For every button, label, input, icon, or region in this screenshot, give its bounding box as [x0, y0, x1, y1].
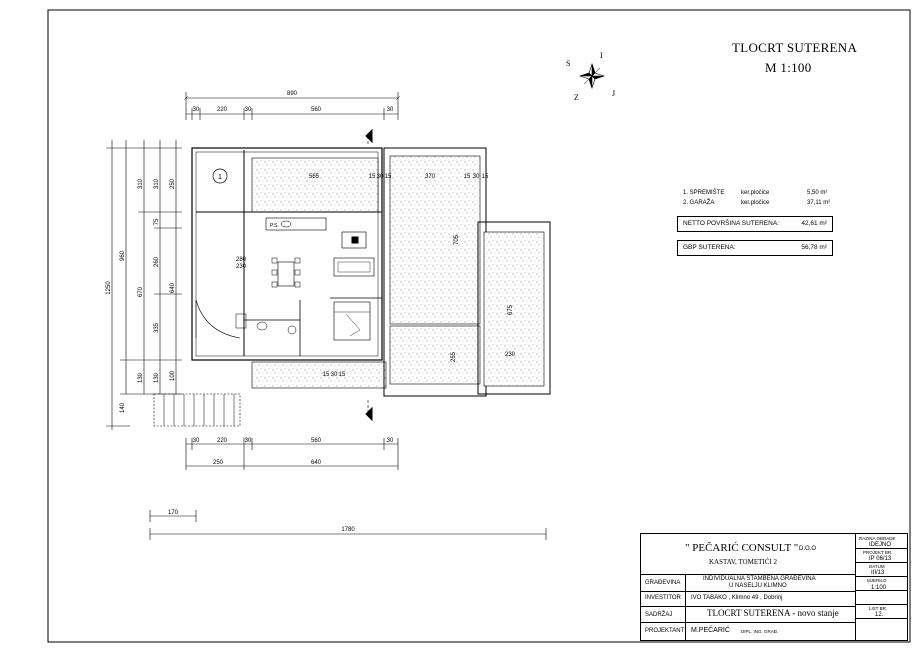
dim-left-c: 310	[154, 178, 160, 190]
legend-row	[683, 200, 714, 206]
dim-room: 15	[384, 174, 392, 180]
datum-label: DATUM	[869, 564, 885, 569]
dim-top-seg: 560	[310, 107, 322, 113]
legend-finish: ker.pločice	[741, 200, 770, 206]
garage-area	[390, 156, 480, 324]
dim-int: 15	[338, 372, 346, 378]
side-terrace	[484, 232, 544, 386]
drawing-scale: M 1:100	[765, 60, 812, 75]
dim-left-b: 130	[138, 372, 144, 384]
dim-left-c: 130	[154, 372, 160, 384]
razina-label: RAZINA OBRADE	[859, 536, 896, 541]
dim-int: 705	[454, 234, 460, 246]
dim-left-total: 1250	[106, 281, 112, 295]
legend-room-name: 2. GARAŽA	[683, 200, 715, 206]
netto-label: NETTO POVRŠINA SUTERENA:	[683, 220, 779, 227]
sadrzaj-label: SADRŽAJ	[645, 612, 673, 618]
dim-bottom-seg: 30	[192, 438, 200, 444]
netto-value: 42,61 m²	[801, 220, 827, 227]
dim-int: 15	[322, 372, 330, 378]
terrace-top	[252, 158, 378, 212]
dim-room: 15	[463, 174, 471, 180]
razina-value: IDEJNO	[869, 542, 892, 548]
dim-int: 280	[236, 257, 247, 263]
dim-left-d: 250	[170, 178, 176, 190]
dim-room: 30	[376, 174, 384, 180]
dim-bottom-c: 170	[167, 510, 179, 516]
dim-bottom-b: 640	[310, 460, 322, 466]
mjerilo-value: 1:100	[871, 585, 887, 591]
mjerilo-label: MJERILO	[867, 578, 887, 583]
compass-i: I	[600, 51, 603, 60]
projektant-value: M.PEČARIĆ	[691, 627, 730, 634]
projektant-label: PROJEKTANT	[645, 628, 685, 634]
legend-room-name: 1. SPREMIŠTE	[683, 190, 725, 196]
gbp-area-box	[677, 240, 833, 256]
dim-bottom-b: 250	[212, 460, 224, 466]
dim-room: 15	[368, 174, 376, 180]
list-value: 12.	[875, 612, 884, 618]
dim-room: 565	[308, 174, 320, 180]
dim-bottom-seg: 220	[216, 438, 228, 444]
dim-left-b: 310	[138, 178, 144, 190]
sadrzaj-value: TLOCRT SUTERENA - novo stanje	[707, 608, 839, 618]
firm-name: " PEČARIĆ CONSULT "	[685, 542, 799, 554]
dim-top-seg: 220	[216, 107, 228, 113]
firm-suffix: D.O.O	[799, 546, 817, 552]
title-block	[640, 533, 908, 641]
dim-bottom-seg: 560	[310, 438, 322, 444]
gradevina-value: INDIVIDUALNA STAMBENA GRAĐEVINA	[703, 576, 816, 582]
dim-top-seg: 30	[192, 107, 200, 113]
compass-z: Z	[574, 93, 579, 102]
dim-room: 30	[472, 174, 480, 180]
dim-top-seg: 30	[386, 107, 394, 113]
projekt-label: PROJEKT BR.	[863, 550, 893, 555]
dim-int: 255	[451, 351, 457, 363]
legend-row	[683, 190, 724, 196]
dim-left-e: 100	[170, 370, 176, 382]
dim-top-total: 890	[286, 91, 298, 97]
compass-rose-icon	[580, 64, 604, 88]
dim-bottom-total: 1780	[341, 527, 355, 533]
legend-finish: ker.pločice	[741, 190, 770, 196]
dim-top-seg: 30	[244, 107, 252, 113]
gradevina-label: GRAĐEVINA	[645, 580, 681, 586]
dim-bottom-seg: 30	[386, 438, 394, 444]
gbp-label: GBP SUTERENA:	[683, 244, 736, 251]
room-number: 1	[218, 174, 222, 181]
projekt-value: IP 06/13	[869, 556, 892, 562]
dim-left-d: 640	[170, 282, 176, 294]
dim-bottom-seg: 30	[244, 438, 252, 444]
dim-int: 230	[504, 352, 516, 358]
compass-j: J	[612, 89, 616, 98]
dim-left-c: 75	[154, 218, 160, 226]
dim-room: 15	[481, 174, 489, 180]
dim-left-b: 670	[138, 286, 144, 298]
dim-int: 230	[236, 264, 247, 270]
drawing-title: TLOCRT SUTERENA	[732, 40, 858, 55]
datum-value: III/13	[871, 570, 885, 576]
gbp-value: 56,78 m²	[801, 244, 827, 251]
investitor-value: IVO TABAKO , Klimno 49 , Dobrinj	[691, 595, 783, 601]
firm-address: KASTAV, TOMETIĆI 2	[709, 558, 777, 566]
projektant-title: DIPL. ING. GRAĐ.	[741, 629, 779, 634]
investitor-label: INVESTITOR	[645, 595, 681, 601]
dim-left-c: 335	[154, 322, 160, 334]
list-label: LIST BR.	[869, 606, 888, 611]
dim-left-b: 140	[120, 402, 126, 414]
gradevina-value2: U NASELJU KLIMNO	[729, 583, 787, 589]
legend-area: 37,11 m²	[807, 200, 831, 206]
dim-left-c: 260	[154, 256, 160, 268]
dim-room: 370	[424, 174, 436, 180]
dim-int: 675	[508, 304, 514, 316]
dim-int: 30	[330, 372, 338, 378]
ps-label: P.S.	[270, 223, 279, 229]
legend-area: 5,50 m²	[807, 190, 828, 196]
compass-s: S	[566, 59, 571, 68]
terrace-bottom	[252, 362, 386, 388]
dim-left-a: 960	[120, 250, 126, 262]
netto-area-box	[677, 216, 833, 232]
